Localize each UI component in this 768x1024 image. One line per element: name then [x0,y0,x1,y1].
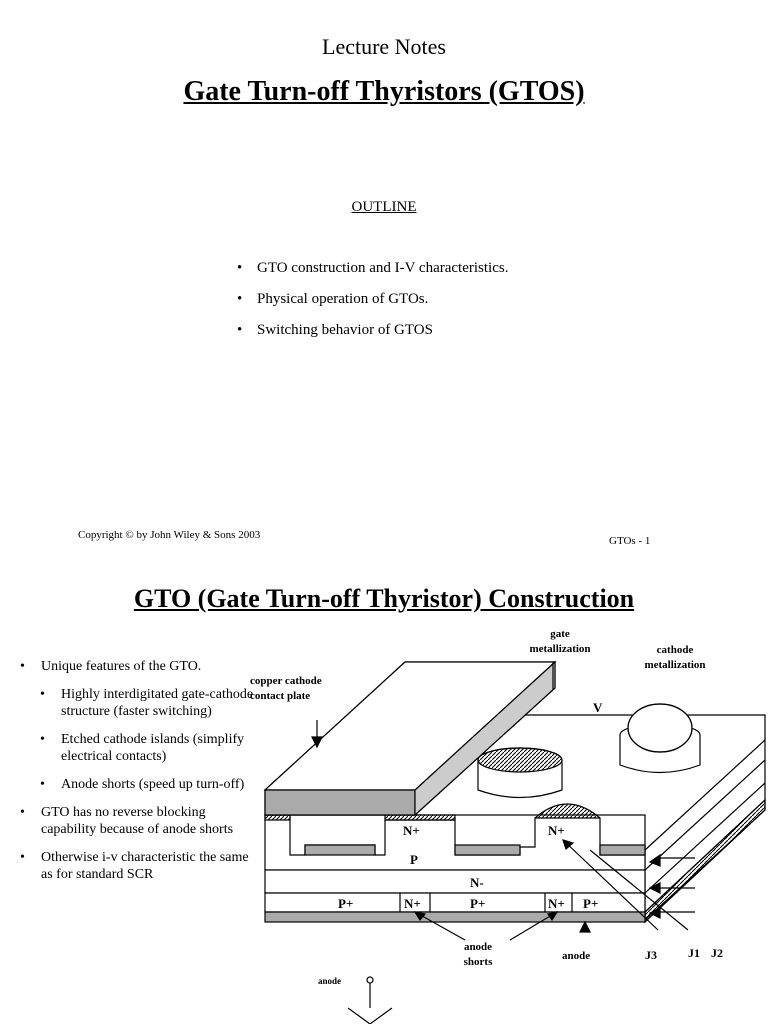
gate-metallization-label-line1: gate [550,628,570,640]
junction-j3-label: J3 [645,948,657,962]
bullet-text: Anode shorts (speed up turn-off) [61,777,245,792]
p-layer-label: P [410,852,418,867]
n-plus-layer-label: N+ [548,823,565,838]
n-plus-layer-label: N+ [548,896,565,911]
gate-metallization-label [520,627,600,657]
copyright-notice: Copyright © by John Wiley & Sons 2003 [78,529,261,541]
outline-item: • Switching behavior of GTOS [237,322,508,353]
bullet-item: • Highly interdigitated gate-cathode structure (faster switching) [40,686,260,720]
cathode-metallization-label-line2: metallization [644,659,706,671]
bullet-text: GTO has no reverse blocking capability because of anode shorts [41,805,234,837]
copper-cathode-label-line1: copper cathode [250,675,322,687]
p-plus-layer-label: P+ [338,896,354,911]
bullet-text: Etched cathode islands (simplify electrical contacts) [61,732,245,764]
outline-item: • GTO construction and I-V characteristics. [237,260,508,291]
outline-item-text: Physical operation of GTOs. [257,291,429,307]
outline-item-text: GTO construction and I-V characteristics. [257,260,509,276]
anode-shorts-label [450,940,506,970]
bullet-item: • Otherwise i-v characteristic the same as for standard SCR [20,849,260,883]
page-title-text: Gate Turn-off Thyristors (GTOS) [183,76,585,107]
anode-shorts-label-line1: anode [463,941,493,953]
v-mark: V [593,700,603,715]
n-minus-layer-label: N- [470,875,484,890]
symbol-anode-label: anode [318,976,342,986]
outline-heading: OUTLINE [351,199,417,215]
bullet-text: Otherwise i-v characteristic the same as for standard SCR [41,850,249,882]
junction-j1-label: J1 [688,946,700,960]
anode-shorts-label-line2: shorts [463,956,493,968]
junction-j2-label: J2 [711,946,723,960]
bullet-item: • Unique features of the GTO. [20,659,202,674]
outline-item-text: Switching behavior of GTOS [257,322,433,338]
bullet-item: • Anode shorts (speed up turn-off) [40,777,245,792]
n-plus-layer-label: N+ [404,896,421,911]
bullet-item: • Etched cathode islands (simplify electrical contacts) [40,731,260,765]
slide-title-text: GTO (Gate Turn-off Thyristor) Construction [133,584,635,613]
copper-cathode-label-line2: contact plate [250,690,311,702]
p-plus-layer-label: P+ [470,896,486,911]
cathode-metallization-label [630,643,720,673]
cathode-metallization-label-line1: cathode [656,644,694,656]
bullet-text: Unique features of the GTO. [41,659,202,674]
gate-metallization-label-line2: metallization [529,643,591,655]
page-number: GTOs - 1 [609,535,651,547]
outline-item: • Physical operation of GTOs. [237,291,508,322]
bullet-text: Highly interdigitated gate-cathode structure (faster switching) [61,687,254,719]
p-plus-layer-label: P+ [583,896,599,911]
lecture-notes-subtitle: Lecture Notes [322,34,446,59]
n-plus-layer-label: N+ [403,823,420,838]
copper-cathode-label [250,674,322,704]
bullet-item: • GTO has no reverse blocking capability because of anode shorts [20,804,260,838]
anode-label: anode [562,950,591,962]
